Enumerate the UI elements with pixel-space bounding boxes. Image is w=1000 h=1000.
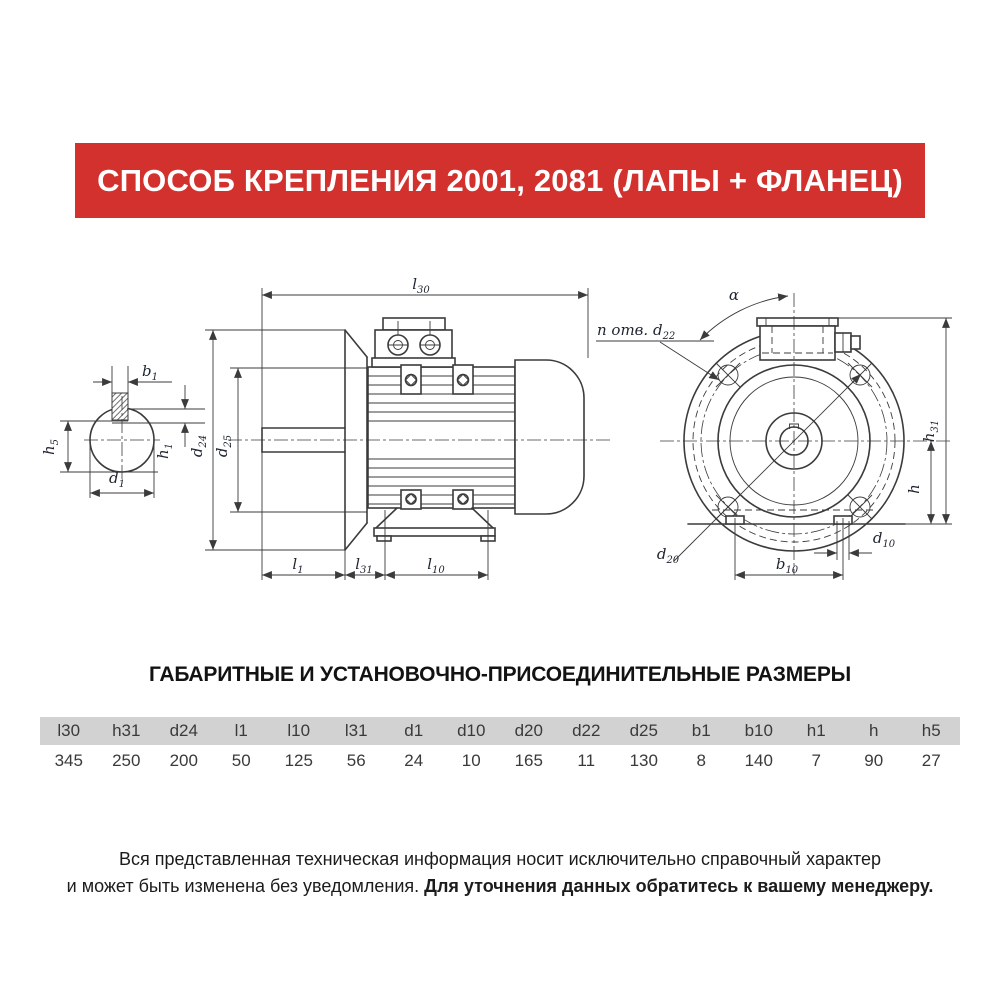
- dim-label-b10: $b_{10}$: [775, 555, 799, 576]
- col-header: b10: [730, 717, 788, 745]
- technical-drawing: [0, 263, 1000, 608]
- disclaimer-line2: и может быть изменена без уведомления. Для уточнения данных обратитесь к вашему менеджеру.: [66, 876, 934, 896]
- dim-label-d25: $d_{25}$: [213, 434, 234, 458]
- side-cable-entry: [835, 333, 860, 352]
- table-header-row: [40, 717, 960, 745]
- col-value: 27: [903, 745, 961, 776]
- dim-label-d10: $d_{10}$: [872, 529, 896, 550]
- col-value: 24: [385, 745, 443, 776]
- dim-label-h1: $h_1$: [154, 442, 175, 460]
- dim-label-d20: $d_{20}$: [656, 545, 680, 566]
- dim-label-d1: $d_1$: [109, 469, 125, 490]
- col-header: l30: [40, 717, 98, 745]
- dim-label-l10: $l_{10}$: [427, 555, 445, 576]
- dim-label-h31: $h_{31}$: [920, 419, 941, 443]
- top-clamps: [401, 365, 473, 394]
- col-header: l10: [270, 717, 328, 745]
- dim-label-n-otv-d22: n отв. $d_{22}$: [597, 321, 676, 342]
- disclaimer-line1: Вся представленная техническая информация носит исключительно справочный характер: [118, 849, 882, 869]
- page-title-banner: [75, 143, 925, 218]
- col-header: b1: [673, 717, 731, 745]
- bottom-clamps: [401, 490, 473, 509]
- col-header: l31: [328, 717, 386, 745]
- col-header: d20: [500, 717, 558, 745]
- col-value: 8: [673, 745, 731, 776]
- col-header: d1: [385, 717, 443, 745]
- dim-label-l31: $l_{31}$: [355, 555, 373, 576]
- col-header: d24: [155, 717, 213, 745]
- table-value-row: [40, 745, 960, 776]
- dim-label-h5: $h_5$: [40, 438, 61, 456]
- mounting-feet: [374, 508, 495, 541]
- col-header: h5: [903, 717, 961, 745]
- col-value: 50: [213, 745, 271, 776]
- col-value: 10: [443, 745, 501, 776]
- col-value: 11: [558, 745, 616, 776]
- col-header: h1: [788, 717, 846, 745]
- col-header: d10: [443, 717, 501, 745]
- col-value: 140: [730, 745, 788, 776]
- col-header: d25: [615, 717, 673, 745]
- motor-side-view: [188, 275, 612, 580]
- flange-front-view: [596, 286, 952, 580]
- col-value: 130: [615, 745, 673, 776]
- dimensions-table: [40, 717, 960, 776]
- disclaimer: [0, 846, 1000, 900]
- col-value: 56: [328, 745, 386, 776]
- shaft-section-view: [40, 362, 205, 498]
- col-value: 7: [788, 745, 846, 776]
- page-title: СПОСОБ КРЕПЛЕНИЯ 2001, 2081 (ЛАПЫ + ФЛАНЕЦ): [97, 162, 903, 198]
- col-value: 250: [98, 745, 156, 776]
- motor-dimension-drawing: [0, 263, 1000, 608]
- col-header: d22: [558, 717, 616, 745]
- dim-label-h: h: [905, 484, 923, 494]
- col-value: 200: [155, 745, 213, 776]
- col-header: l1: [213, 717, 271, 745]
- dim-label-l30: $l_{30}$: [412, 275, 430, 296]
- col-value: 90: [845, 745, 903, 776]
- dim-label-l1: $l_1$: [292, 555, 304, 576]
- table-title: ГАБАРИТНЫЕ И УСТАНОВОЧНО-ПРИСОЕДИНИТЕЛЬНЫЕ РАЗМЕРЫ: [148, 663, 851, 686]
- col-header: h: [845, 717, 903, 745]
- col-value: 345: [40, 745, 98, 776]
- col-header: h31: [98, 717, 156, 745]
- col-value: 125: [270, 745, 328, 776]
- dim-label-b1: $b_1$: [142, 362, 158, 383]
- dim-label-d24: $d_{24}$: [188, 434, 209, 458]
- col-value: 165: [500, 745, 558, 776]
- dim-label-alpha: α: [728, 286, 740, 304]
